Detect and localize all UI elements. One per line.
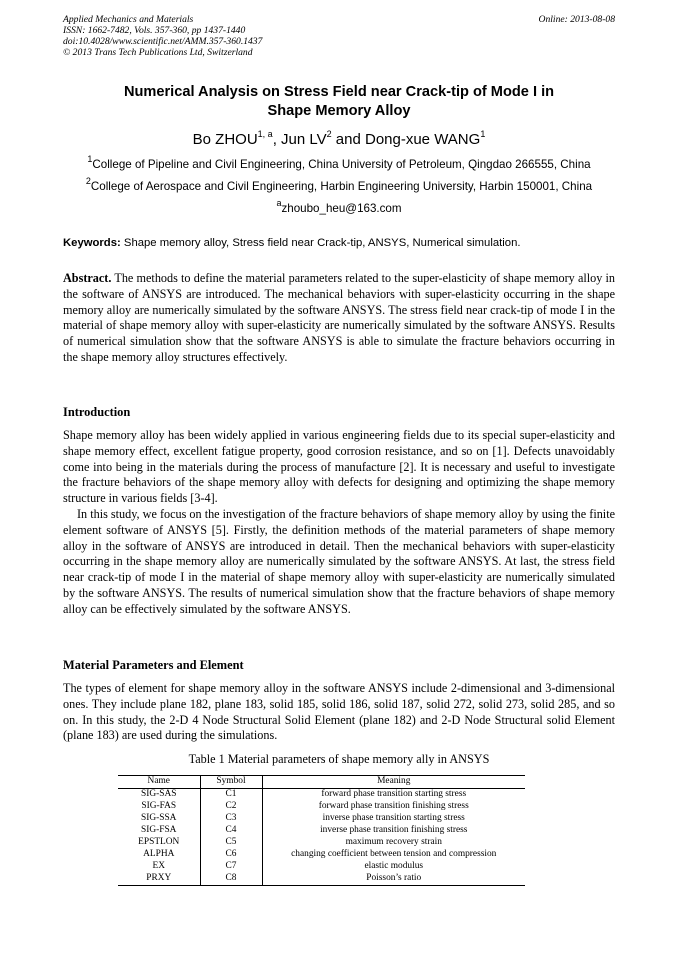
abstract-label: Abstract. — [63, 271, 112, 285]
affiliation-1-text: College of Pipeline and Civil Engineering, China University of Petroleum, Qingdao 266555, China — [92, 158, 591, 171]
affiliation-2 — [63, 176, 615, 194]
table-cell: C7 — [200, 861, 262, 873]
online-date: Online: 2013-08-08 — [538, 14, 615, 25]
introduction-body — [63, 428, 615, 618]
material-heading: Material Parameters and Element — [63, 658, 244, 672]
table-1-caption: Table 1 Material parameters of shape memory ally in ANSYS — [188, 752, 490, 766]
table-row — [118, 873, 525, 886]
table-row — [118, 849, 525, 861]
table-cell: C6 — [200, 849, 262, 861]
author-email-text: zhoubo_heu@163.com — [281, 202, 402, 215]
table-cell: elastic modulus — [262, 861, 525, 873]
author-2-affil: 2 — [326, 129, 332, 139]
author-email-mark: a — [276, 198, 282, 209]
table-1 — [118, 775, 525, 886]
author-3-affil: 1 — [480, 129, 486, 139]
table-cell: inverse phase transition finishing stress — [262, 825, 525, 837]
keywords — [63, 236, 615, 250]
table-cell: EPSTLON — [118, 837, 200, 849]
affiliation-2-text: College of Aerospace and Civil Engineering, Harbin Engineering University, Harbin 150001, China — [90, 180, 593, 193]
table-cell: maximum recovery strain — [262, 837, 525, 849]
keywords-label: Keywords: — [63, 237, 121, 249]
material-paragraph-1: The types of element for shape memory alloy in the software ANSYS include 2-dimensional and 3-dimensional ones. They include plane 182, plane 183, solid 185, solid 186, solid 187, solid 272, solid 273, solid 285, and so on. In this study, the 2-D 4 Node Structural Solid Element (plane 182) and 2-D Node Structural solid Element (plane 183) are used during the simulations. — [63, 681, 615, 743]
table-cell: inverse phase transition starting stress — [262, 813, 525, 825]
introduction-paragraph-2: In this study, we focus on the investigation of the fracture behaviors of shape memory alloy by using the finite element software of ANSYS [5]. Firstly, the definition methods of the material parameters of shape memory alloy in the software of ANSYS are introduced in detail. Then the mechanical behaviors with super-elasticity occurring in the shape memory alloy are numerically simulated by the software ANSYS. At last, the stress field near crack-tip of mode I in the material of shape memory alloy with super-elasticity are numerically simulated by the software ANSYS. The results of numerical simulation show that the fracture behaviors of shape memory alloy can be effectively simulated by the software ANSYS. — [63, 506, 615, 616]
paper-title — [63, 83, 615, 121]
journal-doi: doi:10.4028/www.scientific.net/AMM.357-360.1437 — [63, 36, 263, 47]
author-1: Bo ZHOU — [192, 131, 258, 148]
author-3: and Dong-xue WANG — [331, 131, 481, 148]
paper-title-line-2: Shape Memory Alloy — [267, 103, 411, 119]
abstract — [63, 271, 615, 366]
paper-title-line-1: Numerical Analysis on Stress Field near Crack-tip of Mode I in — [123, 84, 555, 100]
table-cell: SIG-SSA — [118, 813, 200, 825]
introduction-heading: Introduction — [63, 405, 131, 419]
table-row — [118, 837, 525, 849]
author-2: , Jun LV — [272, 131, 327, 148]
table-cell: C3 — [200, 813, 262, 825]
journal-issn: ISSN: 1662-7482, Vols. 357-360, pp 1437-1440 — [63, 25, 246, 36]
table-cell: ALPHA — [118, 849, 200, 861]
abstract-text: The methods to define the material parameters related to the super-elasticity of shape memory alloy in the software of ANSYS are introduced. The mechanical behaviors with super-elasticity occurring in the shape memory alloy are numerically simulated by the software ANSYS. The stress field near crack-tip of mode I in the material of shape memory alloy with super-elasticity are numerically simulated by the software ANSYS. Results of numerical simulation show that the software ANSYS is able to simulate the fracture behaviors occurring in the shape memory alloy structures effectively. — [63, 271, 615, 364]
keywords-text: Shape memory alloy, Stress field near Crack-tip, ANSYS, Numerical simulation. — [120, 237, 521, 249]
table-row — [118, 861, 525, 873]
table-header-row — [118, 776, 525, 789]
table-cell: Poisson’s ratio — [262, 873, 525, 886]
table-row — [118, 825, 525, 837]
table-cell: C8 — [200, 873, 262, 886]
table-row — [118, 801, 525, 813]
author-email — [63, 198, 615, 216]
affiliation-1-mark: 1 — [87, 154, 93, 165]
table-cell: C2 — [200, 801, 262, 813]
introduction-paragraph-1: Shape memory alloy has been widely applied in various engineering fields due to its special super-elasticity and shape memory effect, excellent fatigue property, good corrosion resistance, and so on [1]. Defects unavoidably come into being in the materials during the process of manufacture [2]. It is necessary and useful to investigate the fracture behaviors of the shape memory alloy with defects for designing and optimizing the shape memory structure in various fields [3-4]. — [63, 428, 615, 506]
table-cell: SIG-SAS — [118, 789, 200, 802]
affiliation-2-mark: 2 — [85, 176, 91, 187]
table-cell: forward phase transition starting stress — [262, 789, 525, 802]
table-cell: C5 — [200, 837, 262, 849]
table-header-cell: Meaning — [262, 776, 525, 789]
table-cell: SIG-FSA — [118, 825, 200, 837]
table-header-cell: Name — [118, 776, 200, 789]
table-cell: C1 — [200, 789, 262, 802]
journal-name: Applied Mechanics and Materials — [63, 14, 194, 25]
table-header-cell: Symbol — [200, 776, 262, 789]
table-cell: changing coefficient between tension and compression — [262, 849, 525, 861]
material-body — [63, 681, 615, 744]
table-cell: PRXY — [118, 873, 200, 886]
author-list — [63, 131, 615, 149]
table-cell: forward phase transition finishing stress — [262, 801, 525, 813]
table-row — [118, 813, 525, 825]
journal-copyright: © 2013 Trans Tech Publications Ltd, Switzerland — [63, 47, 253, 58]
journal-header — [63, 14, 615, 58]
affiliation-1 — [63, 154, 615, 172]
author-1-affil: 1, a — [257, 129, 273, 139]
table-row — [118, 789, 525, 802]
table-cell: C4 — [200, 825, 262, 837]
table-cell: SIG-FAS — [118, 801, 200, 813]
table-cell: EX — [118, 861, 200, 873]
